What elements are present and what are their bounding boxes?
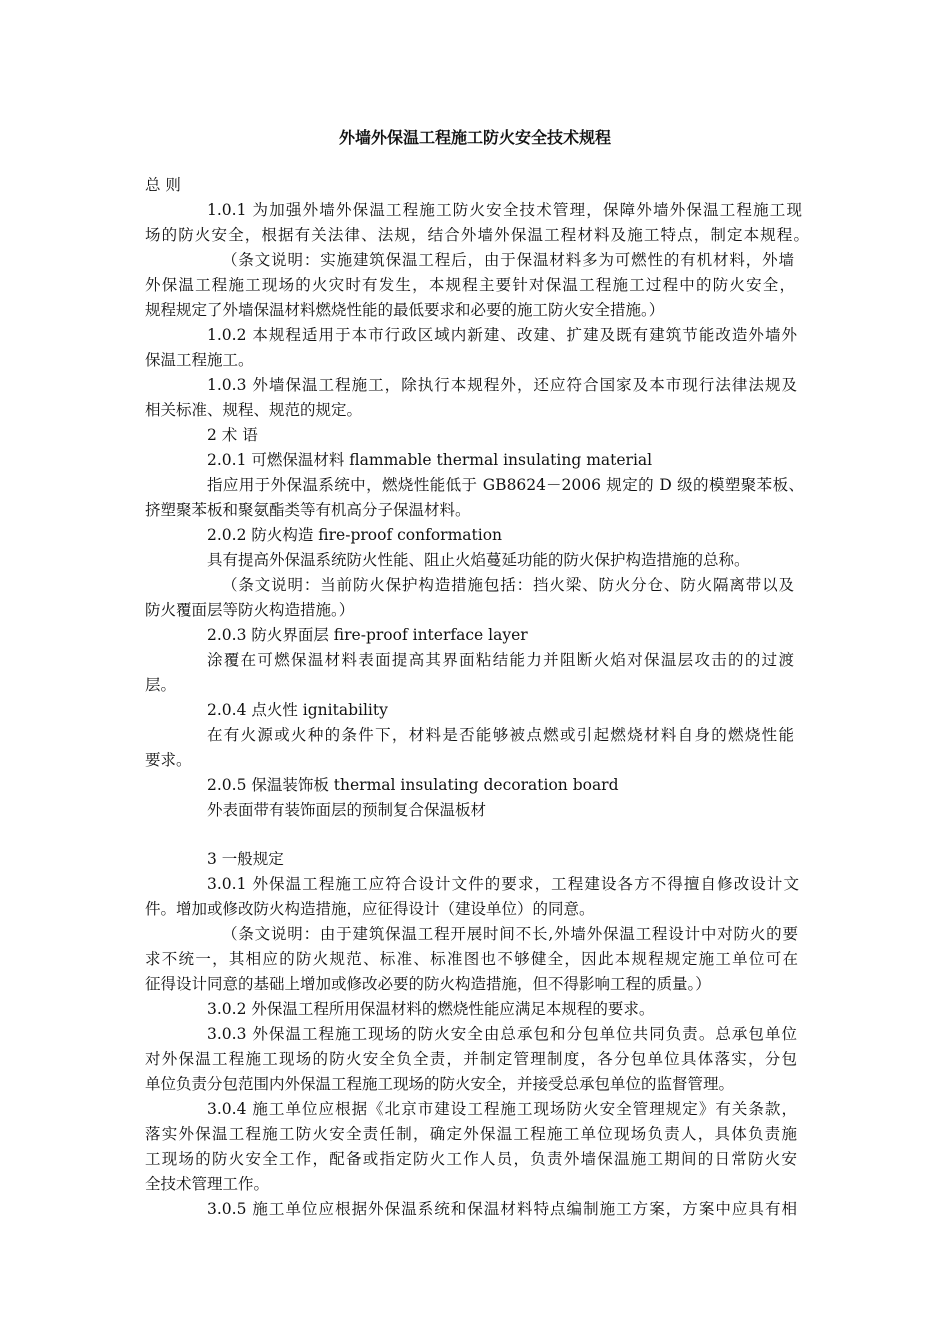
document-title: 外墙外保温工程施工防火安全技术规程 [338,128,611,147]
paragraph-line: 对外保温工程施工现场的防火安全负全责，并制定管理制度，各分包单位具体落实，分包 [145,1050,797,1068]
paragraph-line: 涂覆在可燃保温材料表面提高其界面粘结能力并阻断火焰对保温层攻击的的过渡 [207,651,794,669]
paragraph-line: 3.0.3 外保温工程施工现场的防火安全由总承包和分包单位共同负责。总承包单位 [207,1025,797,1043]
paragraph-line: 件。增加或修改防火构造措施，应征得设计（建设单位）的同意。 [145,900,595,918]
paragraph-line: 3.0.5 施工单位应根据外保温系统和保温材料特点编制施工方案，方案中应具有相 [207,1200,797,1218]
paragraph-line: 3.0.1 外保温工程施工应符合设计文件的要求，工程建设各方不得擅自修改设计文 [207,875,799,893]
section-heading: 3 一般规定 [207,850,284,868]
paragraph-line: 全技术管理工作。 [145,1175,270,1193]
paragraph-line: 1.0.2 本规程适用于本市行政区域内新建、改建、扩建及既有建筑节能改造外墙外 [207,326,797,344]
note-line: （条文说明：实施建筑保温工程后，由于保温材料多为可燃性的有机材料，外墙 [222,251,794,269]
paragraph-line: 指应用于外保温系统中，燃烧性能低于 GB8624－2006 规定的 D 级的模塑聚苯板、 [207,476,804,494]
note-line: （条文说明：由于建筑保温工程开展时间不长,外墙外保温工程设计中对防火的要 [222,925,798,943]
paragraph-line: 1.0.3 外墙保温工程施工，除执行本规程外，还应符合国家及本市现行法律法规及 [207,376,797,394]
paragraph-line: 保温工程施工。 [145,351,254,369]
paragraph-line: 挤塑聚苯板和聚氨酯类等有机高分子保温材料。 [145,501,471,519]
term-heading: 2.0.2 防火构造 fire-proof conformation [207,526,503,544]
paragraph-line: 在有火源或火种的条件下，材料是否能够被点燃或引起燃烧材料自身的燃烧性能 [207,726,794,744]
paragraph-line: 外表面带有装饰面层的预制复合保温板材 [207,801,487,819]
term-heading: 2.0.5 保温装饰板 thermal insulating decoration board [207,776,619,794]
note-line: 防火覆面层等防火构造措施。） [145,601,355,619]
note-line: 规程规定了外墙保温材料燃烧性能的最低要求和必要的施工防火安全措施。） [145,301,665,319]
paragraph-line: 1.0.1 为加强外墙外保温工程施工防火安全技术管理，保障外墙外保温工程施工现 [207,201,802,219]
term-heading: 2.0.1 可燃保温材料 flammable thermal insulating material [207,451,653,469]
paragraph-line: 场的防火安全，根据有关法律、法规，结合外墙外保温工程材料及施工特点，制定本规程。 [145,226,809,244]
paragraph-line: 3.0.4 施工单位应根据《北京市建设工程施工现场防火安全管理规定》有关条款， [207,1100,797,1118]
paragraph-line: 层。 [145,676,177,694]
section-heading: 总 则 [145,176,181,194]
term-heading: 2.0.4 点火性 ignitability [207,701,388,719]
note-line: 外保温工程施工现场的火灾时有发生，本规程主要针对保温工程施工过程中的防火安全， [145,276,795,294]
note-line: （条文说明：当前防火保护构造措施包括：挡火梁、防火分仓、防火隔离带以及 [222,576,794,594]
section-heading: 2 术 语 [207,426,258,444]
note-line: 求不统一，其相应的防火规范、标准、标准图也不够健全，因此本规程规定施工单位可在 [145,950,798,968]
paragraph-line: 单位负责分包范围内外保温工程施工现场的防火安全，并接受总承包单位的监督管理。 [145,1075,735,1093]
paragraph-line: 要求。 [145,751,192,769]
note-line: 征得设计同意的基础上增加或修改必要的防火构造措施，但不得影响工程的质量。） [145,975,711,993]
paragraph-line: 3.0.2 外保温工程所用保温材料的燃烧性能应满足本规程的要求。 [207,1000,655,1018]
paragraph-line: 相关标准、规程、规范的规定。 [145,401,363,419]
term-heading: 2.0.3 防火界面层 fire-proof interface layer [207,626,528,644]
paragraph-line: 落实外保温工程施工防火安全责任制，确定外保温工程施工单位现场负责人，具体负责施 [145,1125,797,1143]
paragraph-line: 工现场的防火安全工作，配备或指定防火工作人员，负责外墙保温施工期间的日常防火安 [145,1150,797,1168]
paragraph-line: 具有提高外保温系统防火性能、阻止火焰蔓延功能的防火保护构造措施的总称。 [207,551,750,569]
